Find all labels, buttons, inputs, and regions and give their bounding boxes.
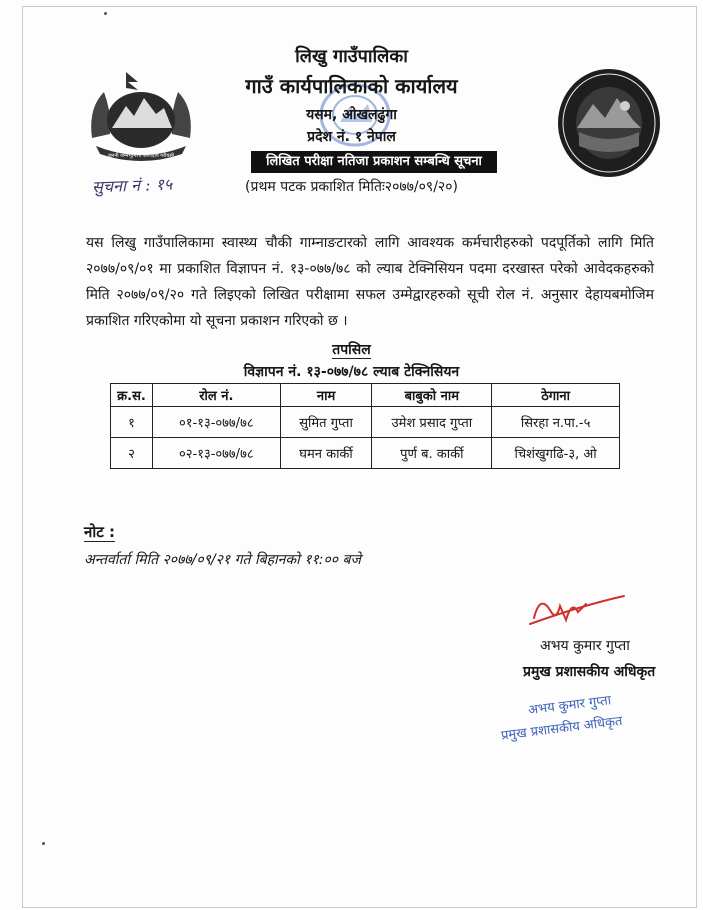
col-header-address: ठेगाना [492,384,620,407]
cell-roll: ०१-१३-०७७/७८ [152,407,280,438]
notice-title: लिखित परीक्षा नतिजा प्रकाशन सम्बन्धि सूचना [251,151,497,173]
schedule-heading: तपसिल [332,342,371,358]
stamp-name: अभय कुमार गुप्ता [527,693,612,719]
cell-father-name: उमेश प्रसाद गुप्ता [372,407,492,438]
published-date: (प्रथम पटक प्रकाशित मितिः२०७७/०९/२०) [245,179,458,195]
office-name: गाउँ कार्यपालिकाको कार्यालय [245,74,458,98]
stamp-title: प्रमुख प्रशासकीय अधिकृत [500,713,624,744]
table-row [111,438,620,469]
note-label: नोट : [84,523,115,541]
cell-father-name: पुर्ण ब. कार्की [372,438,492,469]
speck [42,842,45,845]
cell-roll: ०२-१३-०७७/७८ [152,438,280,469]
handwritten-reference-number: सुचना नं : १५ [91,174,173,197]
col-header-serial: क्र.स. [111,384,153,407]
svg-text:जननी जन्मभूमिश्च स्वर्गादपि गर: जननी जन्मभूमिश्च स्वर्गादपि गरीयसी [107,153,175,159]
cell-serial: १ [111,407,153,438]
table-row [111,407,620,438]
office-address: यसम, ओखलढुंगा [306,107,397,123]
cell-address: चिशंखुगढि-३, ओ [492,438,620,469]
signatory-title: प्रमुख प्रशासकीय अधिकृत [523,664,656,680]
col-header-roll: रोल नं. [152,384,280,407]
interview-note: अन्तर्वार्ता मिति २०७७/०९/२१ गते बिहानको ११:०० बजे [84,552,361,568]
col-header-name: नाम [280,384,372,407]
municipality-name: लिखु गाउँपालिका [295,46,408,67]
notice-body-paragraph: यस लिखु गाउँपालिकामा स्वास्थ्य चौकी गाम्नाङटारको लागि आवश्यक कर्मचारीहरुको पदपूर्तिको लागि मिति २०७७/०९/०१ मा प्रकाशित विज्ञापन नं. १३-०७७/७८ को ल्याब टेक्निसियन पदमा दरखास्त परेको आवेदकहरुको मिति २०७७/०९/२० गते लिइएको लिखित परीक्षामा सफल उम्मेद्वारहरुको सूची रोल नं. अनुसार देहायबमोजिम प्रकाशित गरिएकोमा यो सूचना प्रकाशन गरिएको छ । [86,235,654,329]
speck [104,12,107,15]
advertisement-line: विज्ञापन नं. १३-०७७/७८ ल्याब टेक्निसियन [243,364,460,380]
successful-candidates-table [110,383,620,469]
province-line: प्रदेश नं. १ नेपाल [307,129,396,145]
signatory-name: अभय कुमार गुप्ता [540,638,630,654]
cell-name: घमन कार्की [280,438,372,469]
signature-icon [520,580,630,630]
cell-address: सिरहा न.पा.-५ [492,407,620,438]
cell-serial: २ [111,438,153,469]
col-header-father-name: बाबुको नाम [372,384,492,407]
cell-name: सुमित गुप्ता [280,407,372,438]
table-header-row [111,384,620,407]
